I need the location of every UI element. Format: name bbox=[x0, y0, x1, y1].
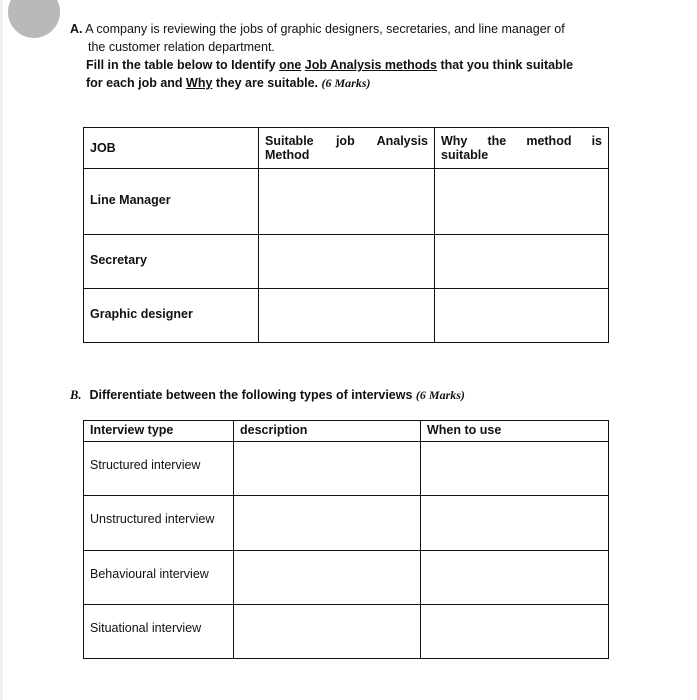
instr-text2: that you think suitable bbox=[437, 58, 574, 72]
header-job: JOB bbox=[84, 128, 259, 169]
why-cell[interactable] bbox=[435, 289, 609, 343]
table-header-row bbox=[84, 128, 609, 169]
question-b-marks: (6 Marks) bbox=[415, 388, 465, 402]
instr-text4: they are suitable. bbox=[212, 76, 322, 90]
description-cell[interactable] bbox=[234, 605, 421, 659]
job-cell: Graphic designer bbox=[84, 289, 259, 343]
table-row bbox=[84, 235, 609, 289]
header-method bbox=[259, 128, 435, 169]
why-cell[interactable] bbox=[435, 169, 609, 235]
method-cell[interactable] bbox=[259, 235, 435, 289]
when-to-use-cell[interactable] bbox=[421, 551, 609, 605]
job-analysis-table bbox=[83, 127, 609, 343]
method-cell[interactable] bbox=[259, 169, 435, 235]
question-a-instruction bbox=[70, 56, 630, 74]
method-cell[interactable] bbox=[259, 289, 435, 343]
header-when-to-use: When to use bbox=[421, 421, 609, 442]
question-a-marks: (6 Marks) bbox=[321, 76, 371, 90]
instr-underline-method: Job Analysis methods bbox=[304, 58, 437, 72]
question-a-text1: A company is reviewing the jobs of graphic designers, secretaries, and line manager of bbox=[85, 22, 565, 36]
corner-shape bbox=[8, 0, 60, 38]
question-b bbox=[70, 388, 465, 403]
interview-type-cell: Behavioural interview bbox=[84, 551, 234, 605]
why-cell[interactable] bbox=[435, 235, 609, 289]
page-edge bbox=[0, 0, 3, 700]
header-method-line2: Method bbox=[265, 148, 310, 162]
instr-underline-why: Why bbox=[186, 76, 213, 90]
question-a-line1 bbox=[70, 20, 630, 38]
table-row bbox=[84, 496, 609, 551]
question-b-label: B. bbox=[70, 388, 82, 402]
interviews-table bbox=[83, 420, 609, 659]
question-a-label: A. bbox=[70, 22, 83, 36]
when-to-use-cell[interactable] bbox=[421, 442, 609, 496]
question-a-instruction-line2 bbox=[70, 74, 630, 92]
interview-type-cell: Structured interview bbox=[84, 442, 234, 496]
header-interview-type: Interview type bbox=[84, 421, 234, 442]
interview-type-cell: Unstructured interview bbox=[84, 496, 234, 551]
table-row bbox=[84, 551, 609, 605]
table-row bbox=[84, 289, 609, 343]
description-cell[interactable] bbox=[234, 442, 421, 496]
question-a-line2: the customer relation department. bbox=[88, 40, 275, 54]
header-why-line2: suitable bbox=[441, 148, 489, 162]
table-row bbox=[84, 442, 609, 496]
description-cell[interactable] bbox=[234, 496, 421, 551]
instr-underline-one: one bbox=[279, 58, 302, 72]
question-a bbox=[70, 20, 630, 92]
when-to-use-cell[interactable] bbox=[421, 605, 609, 659]
header-description: description bbox=[234, 421, 421, 442]
question-b-text: Differentiate between the following types of interviews bbox=[89, 388, 416, 402]
table-row bbox=[84, 605, 609, 659]
job-cell: Line Manager bbox=[84, 169, 259, 235]
header-why-line1: Why the method is bbox=[441, 134, 602, 148]
interview-type-cell: Situational interview bbox=[84, 605, 234, 659]
header-method-line1: Suitable job Analysis bbox=[265, 134, 428, 148]
when-to-use-cell[interactable] bbox=[421, 496, 609, 551]
table-header-row bbox=[84, 421, 609, 442]
job-cell: Secretary bbox=[84, 235, 259, 289]
table-row bbox=[84, 169, 609, 235]
instr-text3: for each job and bbox=[86, 76, 187, 90]
header-why bbox=[435, 128, 609, 169]
instr-text: Fill in the table below to Identify bbox=[86, 58, 280, 72]
description-cell[interactable] bbox=[234, 551, 421, 605]
